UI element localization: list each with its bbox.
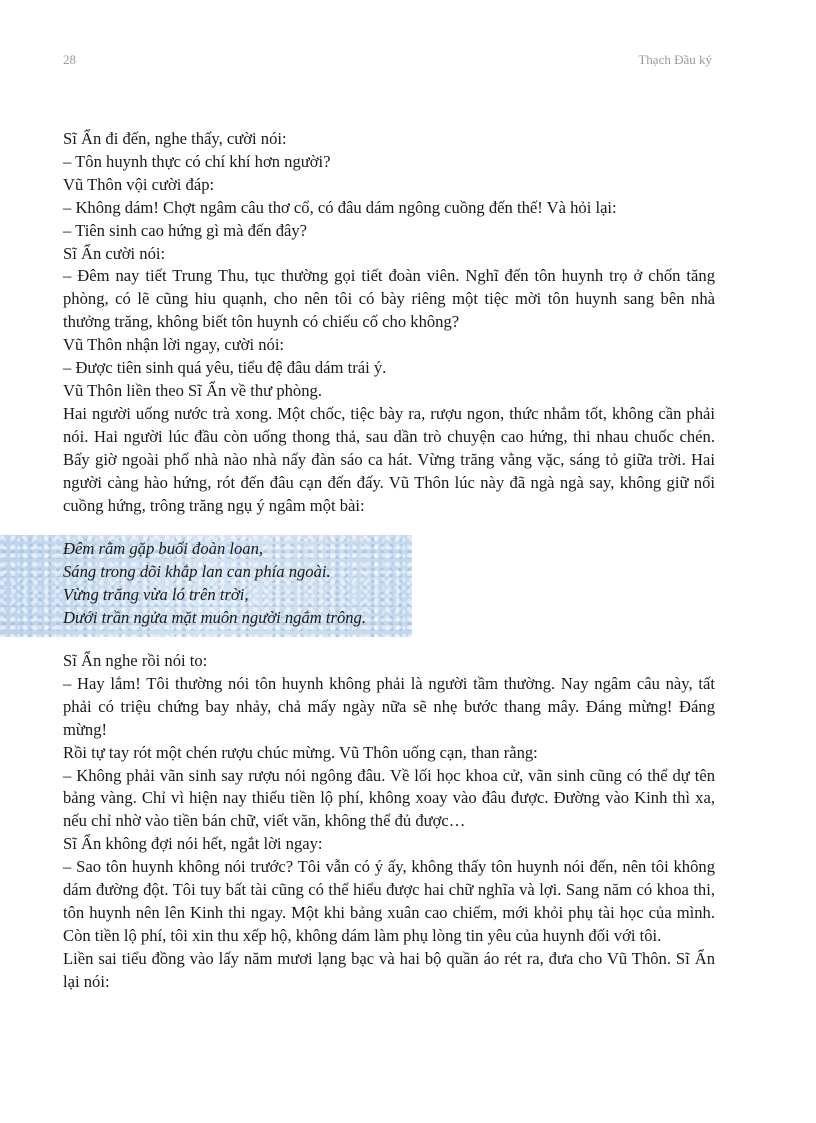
paragraph: – Không dám! Chợt ngâm câu thơ cổ, có đâu dám ngông cuồng đến thế! Và hỏi lại: bbox=[63, 197, 617, 217]
paragraph: Sĩ Ẩn cười nói: bbox=[63, 243, 166, 263]
paragraph: Sĩ Ẩn không đợi nói hết, ngắt lời ngay: bbox=[63, 834, 323, 854]
paragraph: Sĩ Ẩn nghe rồi nói to: bbox=[63, 651, 208, 670]
paragraph: Liền sai tiểu đồng vào lấy năm mươi lạng bạc và hai bộ quần áo rét ra, đưa cho Vũ Thôn. Sĩ Ẩn lại nói: bbox=[63, 948, 715, 991]
paragraph: Hai người uống nước trà xong. Một chốc, tiệc bày ra, rượu ngon, thức nhắm tốt, không cần phải nói. Hai người lúc đầu còn uống thong thả, sau dần trò chuyện cao hứng, thi nhau chuốc chén. Bấy giờ ngoài phố nhà nào nhà nấy đàn sáo ca hát. Vừng trăng vằng vặc, sáng tỏ giữa trời. Hai người càng hào hứng, rót đến đâu cạn đến đấy. Vũ Thôn lúc này đã ngà ngà say, không giữ nổi cuồng hứng, trông trăng ngụ ý ngâm một bài: bbox=[63, 403, 715, 515]
poem-line: Dưới trần ngửa mặt muôn người ngắm trông. bbox=[63, 607, 366, 627]
page-number: 28 bbox=[63, 52, 76, 67]
text-block-2 bbox=[63, 650, 715, 994]
poem-line: Đêm rằm gặp buổi đoàn loan, bbox=[63, 539, 264, 558]
poem bbox=[63, 538, 366, 630]
paragraph: – Không phải vãn sinh say rượu nói ngông đâu. Về lối học khoa cử, vãn sinh cũng có thể dự tên bảng vàng. Chỉ vì hiện nay thiếu tiền lộ phí, không xoay vào đâu được. Đường vào Kinh thì xa, nếu chỉ nhờ vào tiền bán chữ, viết văn, không thể đủ được… bbox=[63, 765, 715, 831]
poem-line: Vừng trăng vừa ló trên trời, bbox=[63, 584, 249, 604]
paragraph: Rồi tự tay rót một chén rượu chúc mừng. Vũ Thôn uống cạn, than rằng: bbox=[63, 742, 538, 762]
paragraph: Sĩ Ẩn đi đến, nghe thấy, cười nói: bbox=[63, 129, 287, 148]
text-block-1 bbox=[63, 128, 715, 517]
paragraph: – Tiên sinh cao hứng gì mà đến đây? bbox=[63, 220, 308, 240]
paragraph: Vũ Thôn vội cười đáp: bbox=[63, 174, 215, 194]
paragraph: Vũ Thôn liền theo Sĩ Ẩn về thư phòng. bbox=[63, 380, 322, 400]
paragraph: – Hay lắm! Tôi thường nói tôn huynh không phải là người tầm thường. Nay ngâm câu này, tất phải có triệu chứng bay nhảy, chả mấy ngày nữa sẽ nhẹ bước thang mây. Đáng mừng! Đáng mừng! bbox=[63, 673, 715, 739]
paragraph: – Được tiên sinh quá yêu, tiểu đệ đâu dám trái ý. bbox=[63, 358, 387, 378]
page-header bbox=[63, 52, 712, 68]
paragraph: – Sao tôn huynh không nói trước? Tôi vẫn có ý ấy, không thấy tôn huynh nói đến, nên tôi không dám đường đột. Tôi tuy bất tài cũng có thể hiểu được hai chữ nghĩa và lợi. Sang năm có khoa thi, tôn huynh nên lên Kinh thi ngay. Một khi bảng xuân cao chiếm, mới khỏi phụ tài học của mình. Còn tiền lộ phí, tôi xin thu xếp hộ, không dám làm phụ lòng tin yêu của huynh đối với tôi. bbox=[63, 857, 715, 945]
book-title: Thạch Đầu ký bbox=[638, 52, 712, 67]
paragraph: Vũ Thôn nhận lời ngay, cười nói: bbox=[63, 335, 285, 355]
paragraph: – Tôn huynh thực có chí khí hơn người? bbox=[63, 151, 331, 171]
poem-line: Sáng trong dõi khắp lan can phía ngoài. bbox=[63, 561, 331, 581]
paragraph: – Đêm nay tiết Trung Thu, tục thường gọi tiết đoàn viên. Nghĩ đến tôn huynh trọ ở chốn tăng phòng, có lẽ cũng hiu quạnh, cho nên tôi có bày riêng một tiệc mời tôn huynh sang bên nhà thưởng trăng, không biết tôn huynh có chiếu cố cho không? bbox=[63, 266, 715, 332]
